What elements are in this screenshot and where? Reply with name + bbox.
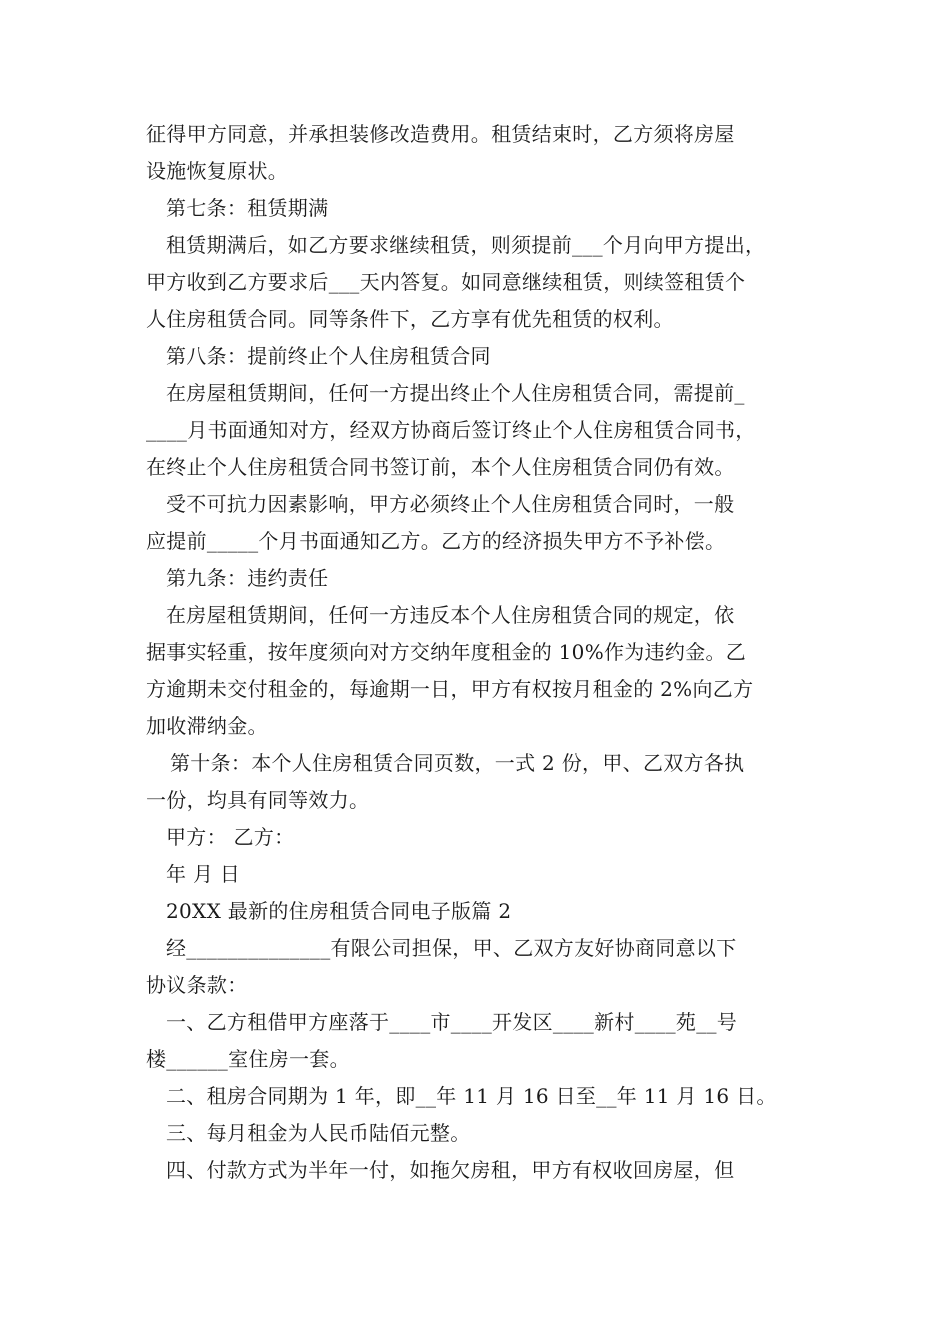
text-line: 甲方： 乙方： bbox=[166, 825, 295, 849]
text-line: 三、每月租金为人民币陆佰元整。 bbox=[166, 1121, 471, 1145]
text-line: 第七条：租赁期满 bbox=[166, 196, 329, 220]
text-line: 在房屋租赁期间，任何一方提出终止个人住房租赁合同，需提前_ bbox=[166, 381, 745, 405]
text-line: ____月书面通知对方，经双方协商后签订终止个人住房租赁合同书， bbox=[146, 418, 756, 442]
text-line: 加收滞纳金。 bbox=[146, 714, 268, 738]
text-line: 应提前_____个月书面通知乙方。乙方的经济损失甲方不予补偿。 bbox=[146, 529, 726, 553]
text-line: 人住房租赁合同。同等条件下，乙方享有优先租赁的权利。 bbox=[146, 307, 674, 331]
text-line: 协议条款： bbox=[146, 973, 248, 997]
text-line: 据事实轻重，按年度须向对方交纳年度租金的 10%作为违约金。乙 bbox=[146, 640, 747, 664]
text-line: 第九条：违约责任 bbox=[166, 566, 329, 590]
document-body bbox=[146, 116, 810, 1189]
text-line: 二、租房合同期为 1 年，即__年 11 月 16 日至__年 11 月 16 日。 bbox=[166, 1084, 777, 1108]
text-line: 经______________有限公司担保，甲、乙双方友好协商同意以下 bbox=[166, 936, 737, 960]
text-line: 征得甲方同意，并承担装修改造费用。租赁结束时，乙方须将房屋 bbox=[146, 122, 735, 146]
text-line: 在终止个人住房租赁合同书签订前，本个人住房租赁合同仍有效。 bbox=[146, 455, 735, 479]
text-line: 第十条：本个人住房租赁合同页数，一式 2 份，甲、乙双方各执 bbox=[170, 751, 745, 775]
text-line: 年 月 日 bbox=[166, 862, 241, 886]
text-line: 一、乙方租借甲方座落于____市____开发区____新村____苑__号 bbox=[166, 1010, 738, 1034]
text-line: 在房屋租赁期间，任何一方违反本个人住房租赁合同的规定，依 bbox=[166, 603, 735, 627]
text-line: 20XX 最新的住房租赁合同电子版篇 2 bbox=[166, 899, 512, 923]
text-line: 设施恢复原状。 bbox=[146, 159, 289, 183]
text-line: 四、付款方式为半年一付，如拖欠房租，甲方有权收回房屋，但 bbox=[166, 1158, 735, 1182]
text-line: 甲方收到乙方要求后___天内答复。如同意继续租赁，则续签租赁个 bbox=[146, 270, 746, 294]
text-line: 第八条：提前终止个人住房租赁合同 bbox=[166, 344, 491, 368]
text-line: 一份，均具有同等效力。 bbox=[146, 788, 370, 812]
text-line: 租赁期满后，如乙方要求继续租赁，则须提前___个月向甲方提出， bbox=[166, 233, 766, 257]
text-line: 方逾期未交付租金的，每逾期一日，甲方有权按月租金的 2%向乙方 bbox=[146, 677, 754, 701]
text-line: 受不可抗力因素影响，甲方必须终止个人住房租赁合同时，一般 bbox=[166, 492, 735, 516]
text-line: 楼______室住房一套。 bbox=[146, 1047, 350, 1071]
